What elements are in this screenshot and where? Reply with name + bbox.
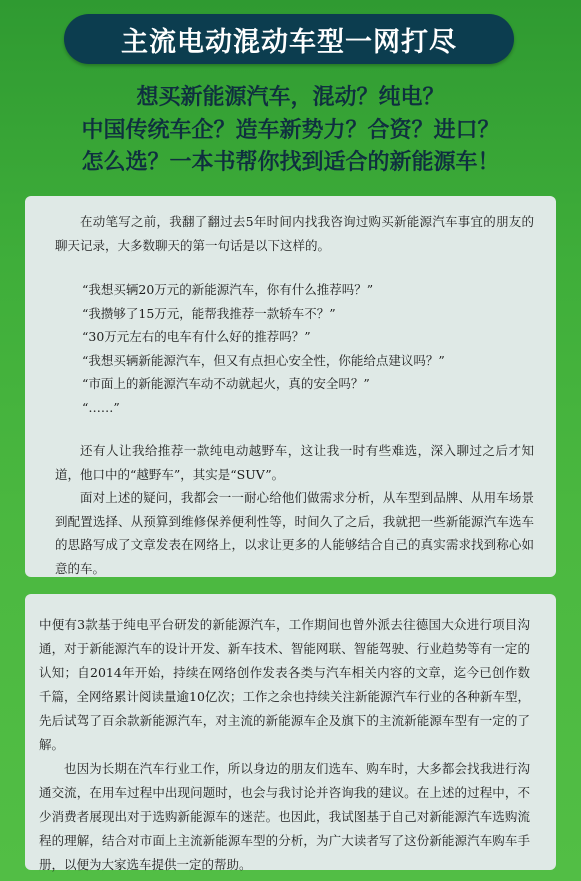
quote-item: “……” [82,399,120,415]
headline-line-3: 怎么选？一本书帮你找到适合的新能源车！ [81,150,500,175]
quote-item: “我想买辆20万元的新能源汽车，你有什么推荐吗？” [82,282,374,297]
preface-paragraph-analysis: 面对上述的疑问，我都会一一耐心给他们做需求分析，从车型到品牌、从用车场景到配置选择、从预算到维修保养便利性等，时间久了之后，我就把一些新能源汽车选车的思路写成了文章发表在网络上，以求让更多的人能够结合自己的真实需求找到称心如意的车。 [55,490,534,576]
quote-list [55,278,534,419]
page-title: 主流电动混动车型一网打尽 [121,26,457,58]
headline-line-1: 想买新能源汽车，混动？纯电？ [136,85,445,110]
quote-item: “我想买辆新能源汽车，但又有点担心安全性，你能给点建议吗？” [82,352,445,368]
preface-card [25,196,556,577]
quote-item: “市面上的新能源汽车动不动就起火，真的安全吗？” [82,376,370,391]
quote-item: “30万元左右的电车有什么好的推荐吗？” [82,329,311,344]
author-card [25,594,556,870]
page-title-banner [64,14,514,64]
author-paragraph-purpose: 也因为长期在汽车行业工作，所以身边的朋友们选车、购车时，大多都会找我进行沟通交流，在用车过程中出现问题时，也会与我讨论并咨询我的建议。在上述的过程中，不少消费者展现出对于选购新能源车的迷茫。也因此，我试图基于自己对新能源汽车选购流程的理解，结合对市面上主流新能源车型的分析，为广大读者写了这份新能源汽车购车手册，以便为大家选车提供一定的帮助。 [39,761,530,872]
preface-intro-paragraph: 在动笔写之前，我翻了翻过去5年时间内找我咨询过购买新能源汽车事宜的朋友的聊天记录，大多数聊天的第一句话是以下这样的。 [55,214,534,253]
author-paragraph-experience: 中便有3款基于纯电平台研发的新能源汽车，工作期间也曾外派去往德国大众进行项目沟通，对于新能源汽车的设计开发、新车技术、智能网联、智能驾驶、行业趋势等有一定的认知；自2014年开始，持续在网络创作发表各类与汽车相关内容的文章，迄今已创作数千篇，全网络累计阅读量逾10亿次；工作之余也持续关注新能源汽车行业的各种新车型，先后试驾了百余款新能源汽车，对主流的新能源车企及旗下的主流新能源车型有一定的了解。 [39,617,530,752]
quote-item: “我攒够了15万元，能帮我推荐一款轿车不？” [82,305,336,321]
headline-line-2: 中国传统车企？造车新势力？合资？进口？ [81,118,500,143]
preface-paragraph-suv: 还有人让我给推荐一款纯电动越野车，这让我一时有些难选，深入聊过之后才知道，他口中的“越野车”，其实是“SUV”。 [55,443,534,482]
